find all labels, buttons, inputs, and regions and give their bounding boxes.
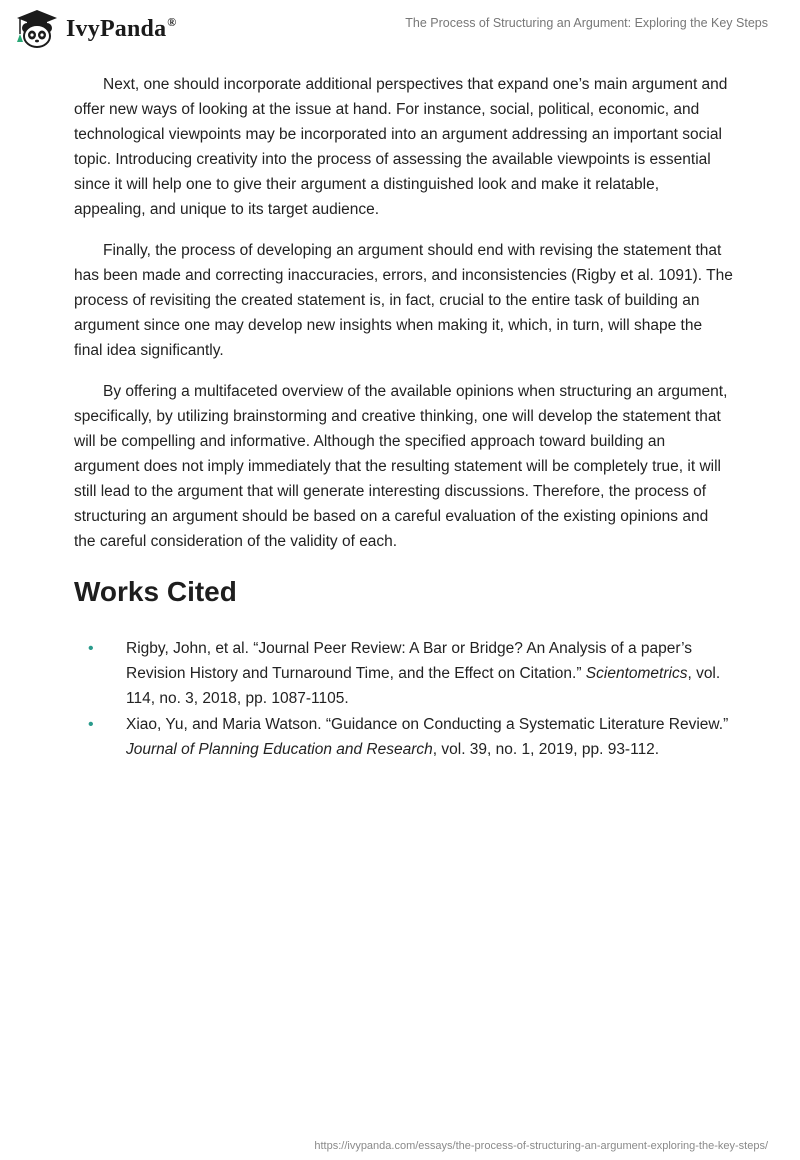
panda-graduation-cap-icon: [13, 8, 61, 50]
citation-item: • Xiao, Yu, and Maria Watson. “Guidance on Conducting a Systematic Literature Review.” Journal of Planning Education and Research, vol. 39, no. 1, 2019, pp. 93-112.: [74, 712, 734, 762]
logo-text: IvyPanda®: [66, 15, 177, 42]
bullet-icon: •: [88, 716, 94, 733]
works-cited-heading: Works Cited: [74, 576, 237, 607]
bullet-icon: •: [88, 640, 94, 657]
citation-item: • Rigby, John, et al. “Journal Peer Review: A Bar or Bridge? An Analysis of a paper’s Revision History and Turnaround Time, and the Effect on Citation.” Scientometrics, vol. 114, no. 3, 2018, pp. 1087-1105.: [74, 636, 734, 711]
source-url[interactable]: https://ivypanda.com/essays/the-process-of-structuring-an-argument-exploring-the-key-steps/: [314, 1140, 768, 1152]
body-paragraph: Next, one should incorporate additional perspectives that expand one’s main argument and offer new ways of looking at the issue at hand. For instance, social, political, economic, and technological viewpoints may be incorporated into an argument addressing an important social topic. Introducing creativity into the process of assessing the available viewpoints is essential since it will help one to give their argument a distinguished look and make it relatable, appealing, and unique to its target audience.: [74, 76, 728, 218]
document-title: The Process of Structuring an Argument: Exploring the Key Steps: [405, 16, 768, 30]
essay-body: [74, 72, 734, 763]
body-paragraph: Finally, the process of developing an argument should end with revising the statement that has been made and correcting inaccuracies, errors, and inconsistencies (Rigby et al. 1091). The process of revisiting the created statement is, in fact, crucial to the entire task of building an argument since one may develop new insights when making it, which, in turn, will shape the final idea significantly.: [74, 242, 733, 359]
works-cited-list: [74, 636, 734, 762]
ivypanda-logo[interactable]: [13, 8, 176, 50]
body-paragraph: By offering a multifaceted overview of the available opinions when structuring an argument, specifically, by utilizing brainstorming and creative thinking, one will develop the statement that will be compelling and informative. Although the specified approach toward building an argument does not imply immediately that the resulting statement will be completely true, it will still lead to the argument that will generate interesting discussions. Therefore, the process of structuring an argument should be based on a careful evaluation of the existing opinions and the careful consideration of the validity of each.: [74, 383, 728, 550]
